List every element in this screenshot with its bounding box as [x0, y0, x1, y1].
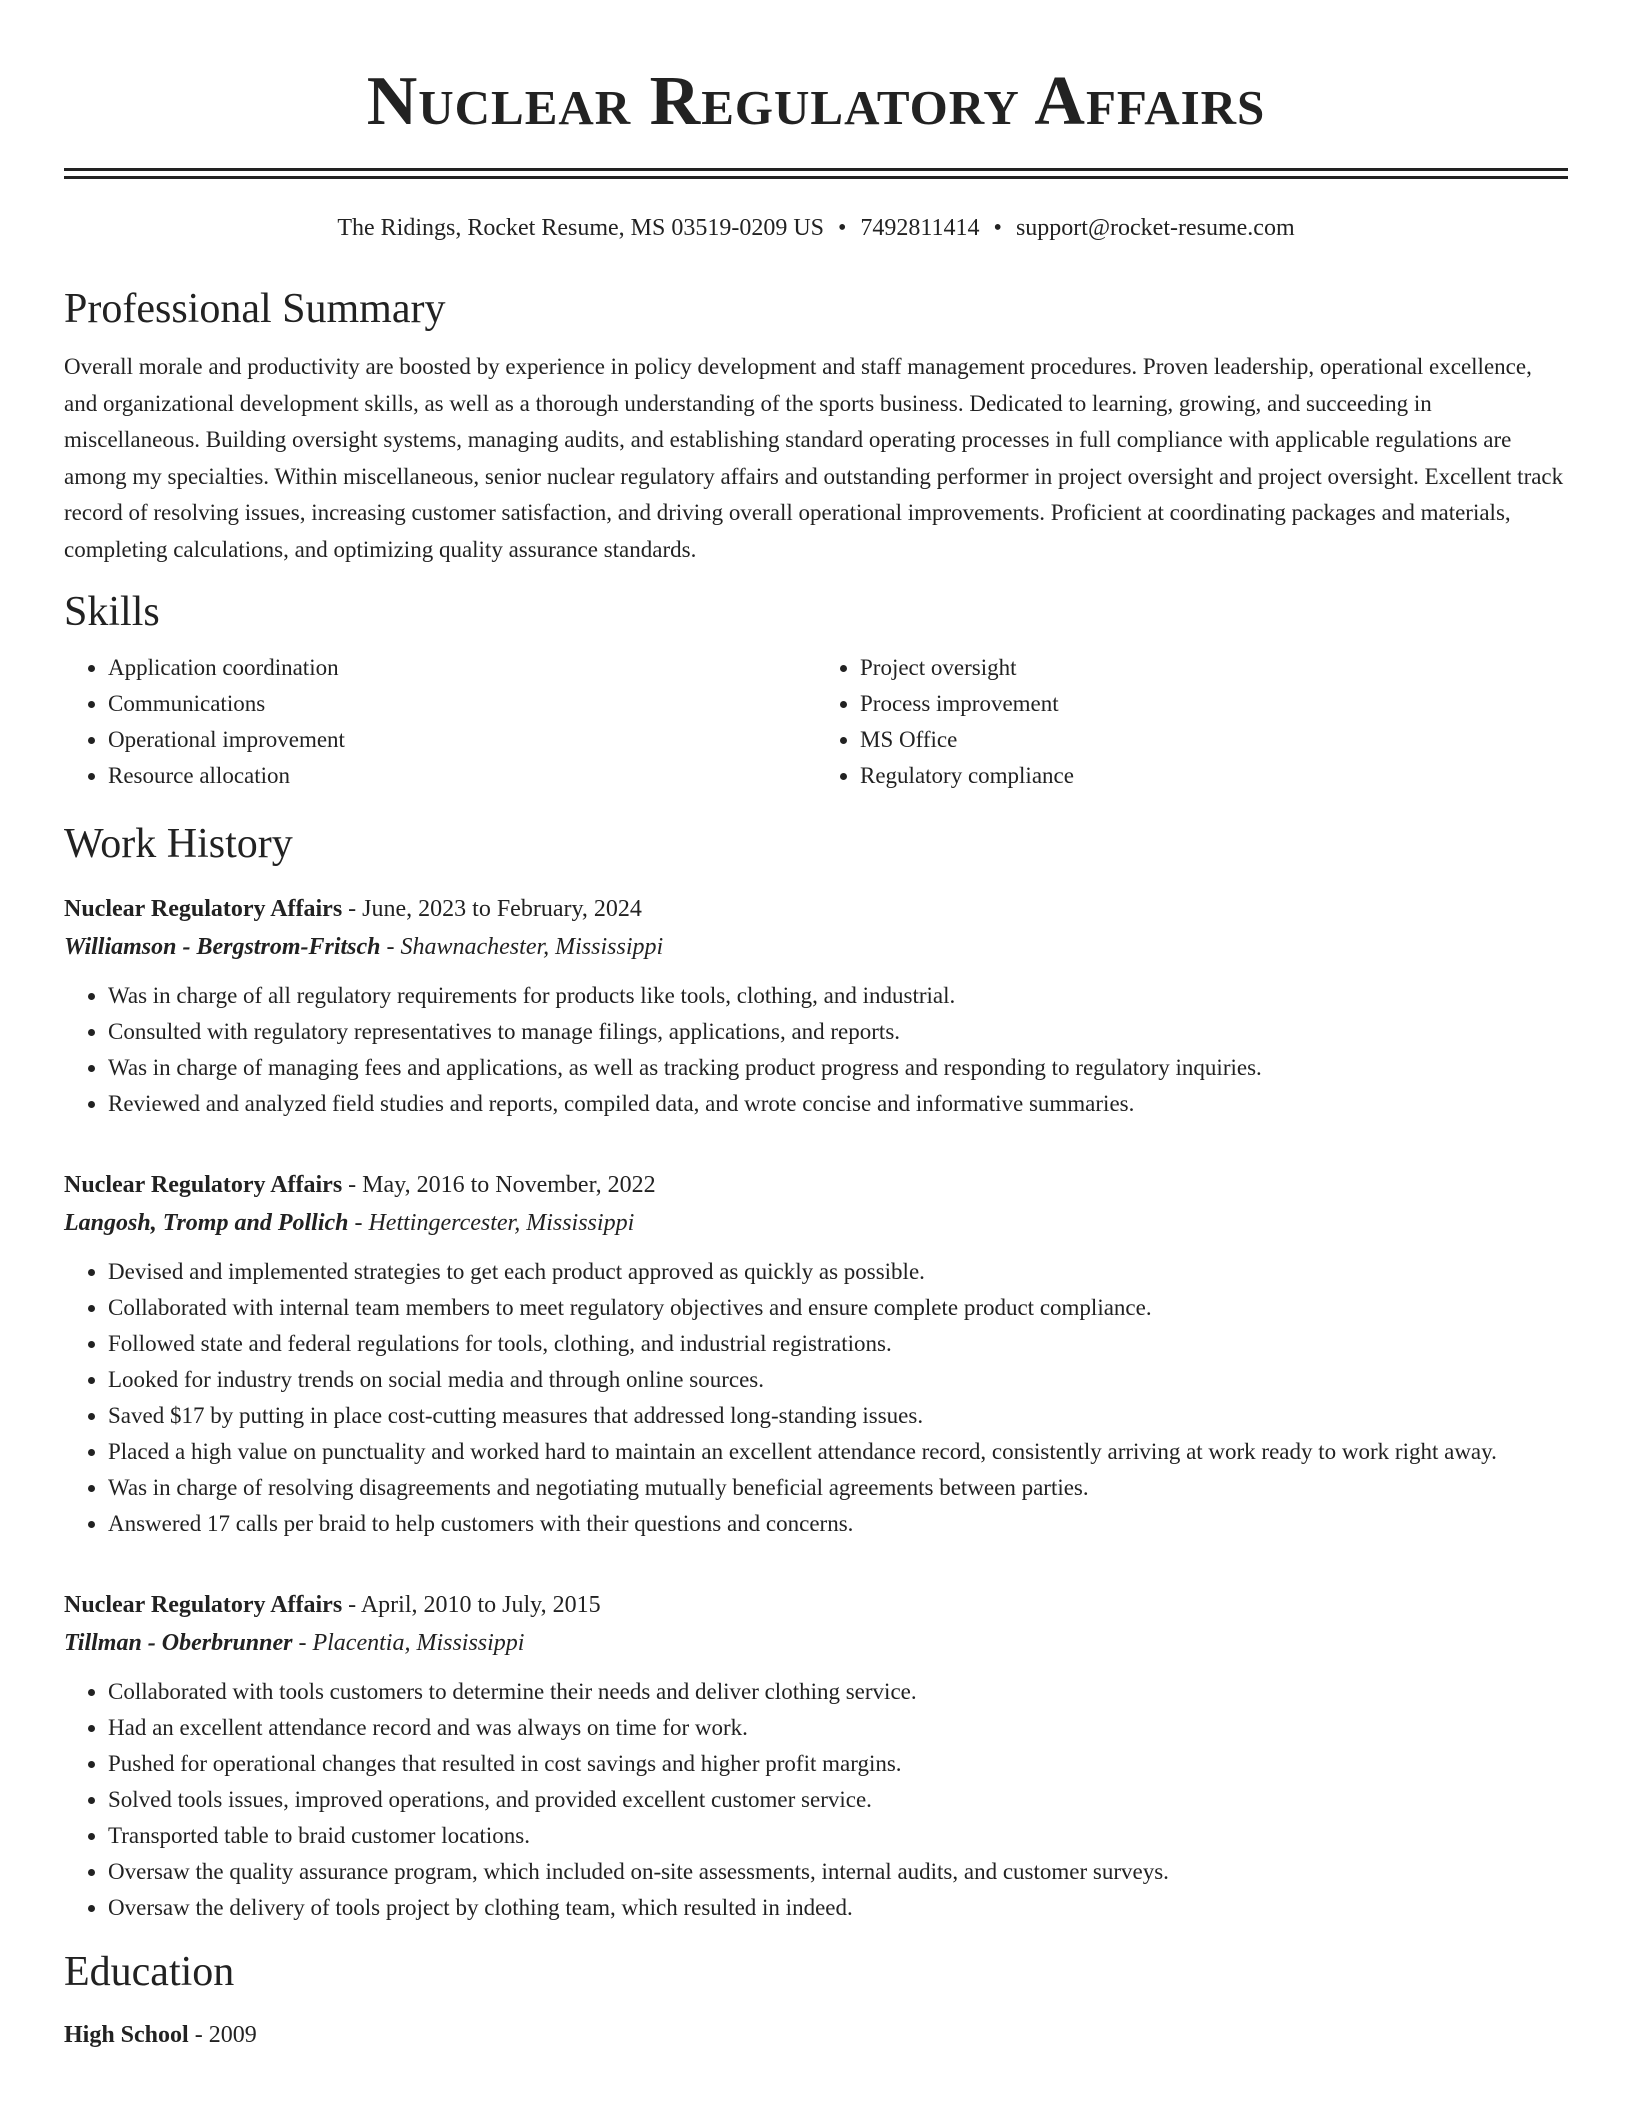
skill-item: • Regulatory compliance — [860, 758, 1568, 794]
job-bullet: • Consulted with regulatory representatives to manage filings, applications, and reports. — [108, 1014, 1568, 1050]
job-bullet: • Placed a high value on punctuality and worked hard to maintain an excellent attendance record, consistently arriving at work ready to work right away. — [108, 1434, 1568, 1470]
skill-item: • Application coordination — [108, 650, 816, 686]
job-bullet: • Followed state and federal regulations for tools, clothing, and industrial registrations. — [108, 1326, 1568, 1362]
education-degree: High School — [64, 2022, 189, 2048]
job-bullet: • Collaborated with internal team members to meet regulatory objectives and ensure complete product compliance. — [108, 1290, 1568, 1326]
job-bullet: • Devised and implemented strategies to get each product approved as quickly as possible. — [108, 1254, 1568, 1290]
job-dates: - April, 2010 to July, 2015 — [342, 1592, 601, 1618]
employer-line — [64, 1204, 1568, 1242]
job-title-line — [64, 890, 1568, 928]
contact-phone: 7492811414 — [860, 215, 980, 241]
job-bullet: • Was in charge of managing fees and applications, as well as tracking product progress and responding to regulatory inquiries. — [108, 1050, 1568, 1086]
work-history-section — [64, 820, 1568, 1926]
summary-section — [64, 285, 1568, 568]
skills-list-left — [64, 650, 816, 794]
contact-line — [64, 213, 1568, 243]
job-bullet: • Transported table to braid customer locations. — [108, 1818, 1568, 1854]
skills-columns — [64, 650, 1568, 794]
contact-separator: • — [838, 215, 847, 241]
job-title: Nuclear Regulatory Affairs — [64, 1592, 343, 1618]
job-bullet: • Answered 17 calls per braid to help customers with their questions and concerns. — [108, 1506, 1568, 1542]
skill-item: • MS Office — [860, 722, 1568, 758]
skill-item: • Project oversight — [860, 650, 1568, 686]
header-double-rule — [64, 168, 1568, 179]
section-heading-summary: Professional Summary — [64, 286, 446, 332]
job-title: Nuclear Regulatory Affairs — [64, 1172, 343, 1198]
employer-name: Williamson - Bergstrom-Fritsch — [64, 934, 381, 960]
skill-item: • Resource allocation — [108, 758, 816, 794]
section-heading-education: Education — [64, 1949, 235, 1995]
job-title: Nuclear Regulatory Affairs — [64, 896, 343, 922]
employer-name: Langosh, Tromp and Pollich — [64, 1210, 349, 1236]
job-bullet: • Was in charge of resolving disagreements and negotiating mutually beneficial agreements between parties. — [108, 1470, 1568, 1506]
summary-text: Overall morale and productivity are boosted by experience in policy development and staff management procedures. Proven leadership, operational excellence, and organizational development skills, as well as a thorough understanding of the sports business. Dedicated to learning, growing, and succeeding in miscellaneous. Building oversight systems, managing audits, and establishing standard operating processes in full compliance with applicable regulations are among my specialties. Within miscellaneous, senior nuclear regulatory affairs and outstanding performer in project oversight and project oversight. Excellent track record of resolving issues, increasing customer satisfaction, and driving overall operational improvements. Proficient at coordinating packages and materials, completing calculations, and optimizing quality assurance standards. — [64, 354, 1564, 562]
contact-email[interactable]: support@rocket-resume.com — [1015, 215, 1295, 241]
skill-item: • Communications — [108, 686, 816, 722]
job-bullet: • Oversaw the delivery of tools project by clothing team, which resulted in indeed. — [108, 1890, 1568, 1926]
job-entry — [64, 890, 1568, 1122]
contact-address: The Ridings, Rocket Resume, MS 03519-0209 US — [337, 215, 825, 241]
job-dates: - June, 2023 to February, 2024 — [342, 896, 642, 922]
employer-line — [64, 1624, 1568, 1662]
job-bullet: • Had an excellent attendance record and was always on time for work. — [108, 1710, 1568, 1746]
education-entry — [64, 2016, 1568, 2054]
employer-line — [64, 928, 1568, 966]
job-bullet: • Saved $17 by putting in place cost-cutting measures that addressed long-standing issues. — [108, 1398, 1568, 1434]
employer-location: - Placentia, Mississippi — [292, 1630, 525, 1656]
job-entry — [64, 1586, 1568, 1926]
skill-item: • Process improvement — [860, 686, 1568, 722]
section-heading-skills: Skills — [64, 589, 160, 635]
employer-location: - Hettingercester, Mississippi — [348, 1210, 635, 1236]
employer-name: Tillman - Oberbrunner — [64, 1630, 293, 1656]
job-title-line — [64, 1166, 1568, 1204]
skills-section — [64, 588, 1568, 794]
job-bullet: • Reviewed and analyzed field studies and reports, compiled data, and wrote concise and informative summaries. — [108, 1086, 1568, 1122]
job-bullets — [64, 1254, 1568, 1542]
section-heading-work-history: Work History — [64, 821, 293, 867]
job-bullets — [64, 978, 1568, 1122]
job-entry — [64, 1166, 1568, 1542]
resume-name: Nuclear Regulatory Affairs — [366, 63, 1266, 140]
contact-separator: • — [993, 215, 1002, 241]
job-bullet: • Was in charge of all regulatory requirements for products like tools, clothing, and industrial. — [108, 978, 1568, 1014]
job-bullet: • Solved tools issues, improved operations, and provided excellent customer service. — [108, 1782, 1568, 1818]
job-bullet: • Looked for industry trends on social media and through online sources. — [108, 1362, 1568, 1398]
job-bullet: • Collaborated with tools customers to determine their needs and deliver clothing service. — [108, 1674, 1568, 1710]
job-dates: - May, 2016 to November, 2022 — [342, 1172, 656, 1198]
job-title-line — [64, 1586, 1568, 1624]
job-bullet: • Pushed for operational changes that resulted in cost savings and higher profit margins. — [108, 1746, 1568, 1782]
skills-list-right — [816, 650, 1568, 794]
education-section — [64, 1948, 1568, 2054]
job-bullets — [64, 1674, 1568, 1926]
job-bullet: • Oversaw the quality assurance program, which included on-site assessments, internal audits, and customer surveys. — [108, 1854, 1568, 1890]
education-year: - 2009 — [188, 2022, 257, 2048]
skill-item: • Operational improvement — [108, 722, 816, 758]
employer-location: - Shawnachester, Mississippi — [380, 934, 664, 960]
